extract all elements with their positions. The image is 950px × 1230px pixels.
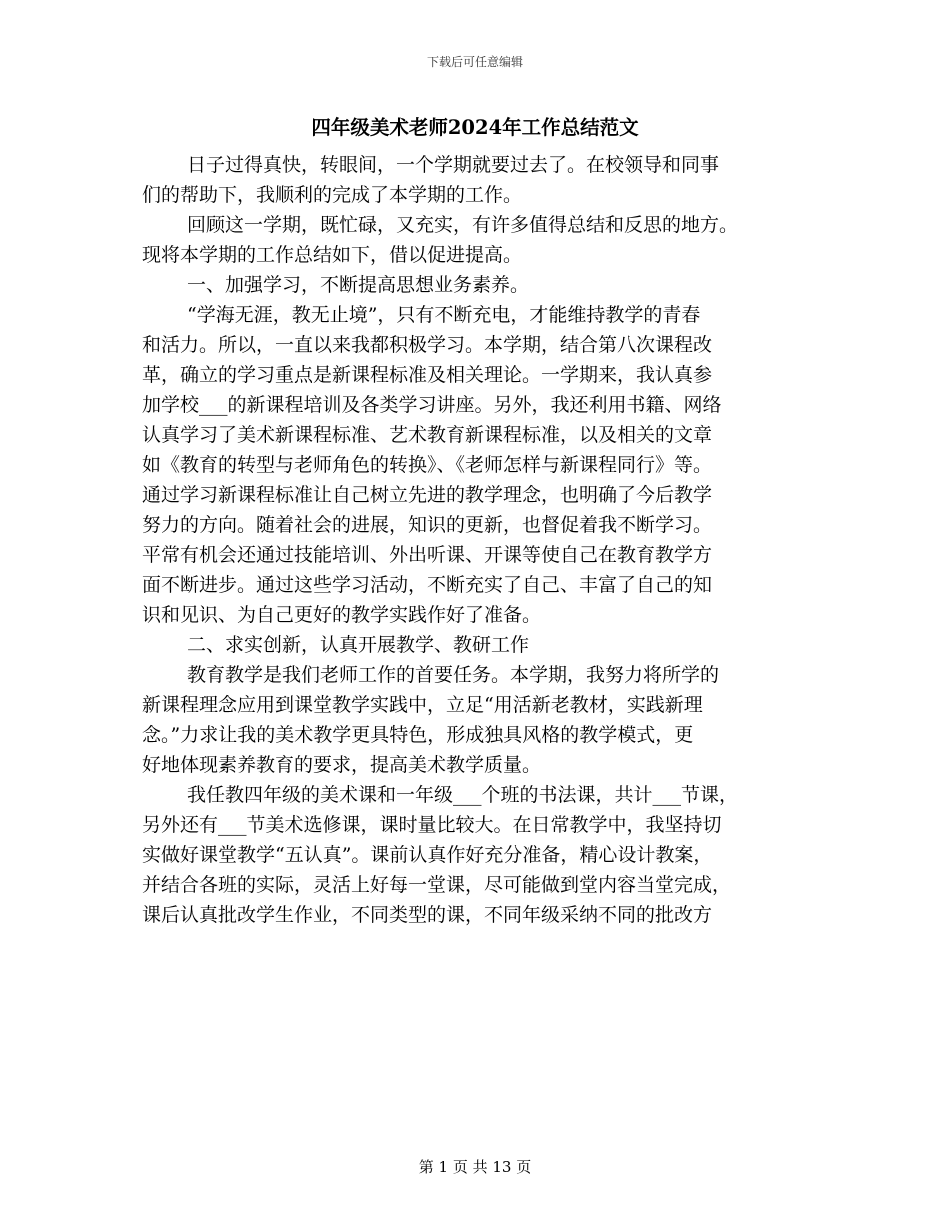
body-line: 们的帮助下，我顺利的完成了本学期的工作。 (142, 184, 523, 206)
body-line: 现将本学期的工作总结如下，借以促进提高。 (142, 244, 523, 266)
body-line: 加学校___的新课程培训及各类学习讲座。另外，我还利用书籍、网络 (142, 394, 722, 416)
body-line: 面不断进步。通过这些学习活动，不断充实了自己、丰富了自己的知 (142, 574, 713, 596)
document-body (142, 150, 807, 930)
body-line: 努力的方向。随着社会的进展，知识的更新，也督促着我不断学习。 (142, 514, 713, 536)
body-line: 另外还有___节美术选修课，课时量比较大。在日常教学中，我坚持切 (142, 814, 722, 836)
body-line: 并结合各班的实际，灵活上好每一堂课，尽可能做到堂内容当堂完成， (142, 874, 732, 896)
body-line: 通过学习新课程标准让自己树立先进的教学理念，也明确了今后教学 (142, 484, 713, 506)
body-line: 识和见识、为自己更好的教学实践作好了准备。 (142, 604, 542, 626)
body-line: 念。”力求让我的美术教学更具特色，形成独具风格的教学模式，更 (142, 724, 694, 746)
body-line: 课后认真批改学生作业，不同类型的课，不同年级采纳不同的批改方 (142, 904, 713, 926)
body-line: 平常有机会还通过技能培训、外出听课、开课等使自己在教育教学方 (142, 544, 713, 566)
body-line: 革，确立的学习重点是新课程标准及相关理论。一学期来，我认真参 (142, 364, 713, 386)
body-line: 好地体现素养教育的要求，提高美术教学质量。 (142, 754, 542, 776)
page-footer: 第 1 页 共 13 页 (418, 1158, 532, 1176)
body-line: 认真学习了美术新课程标准、艺术教育新课程标准，以及相关的文章 (142, 424, 713, 446)
body-line: 新课程理念应用到课堂教学实践中，立足“用活新老教材，实践新理 (142, 694, 703, 716)
header-note: 下载后可任意编辑 (426, 55, 523, 69)
body-line: 一、加强学习，不断提高思想业务素养。 (187, 274, 530, 296)
body-line: 回顾这一学期，既忙碌，又充实，有许多值得总结和反思的地方。 (187, 214, 739, 236)
document-title: 四年级美术老师2024年工作总结范文 (311, 116, 639, 139)
body-line: 我任教四年级的美术课和一年级___个班的书法课，共计___节课， (187, 784, 739, 806)
body-line: 教育教学是我们老师工作的首要任务。本学期，我努力将所学的 (187, 664, 720, 686)
body-line: 二、求实创新，认真开展教学、教研工作 (187, 634, 530, 656)
body-line: 实做好课堂教学“五认真”。课前认真作好充分准备，精心设计教案， (142, 844, 713, 866)
body-line: 如《教育的转型与老师角色的转换》、《老师怎样与新课程同行》等。 (142, 454, 713, 476)
body-line: 和活力。所以，一直以来我都积极学习。本学期，结合第八次课程改 (142, 334, 713, 356)
body-line: 日子过得真快，转眼间，一个学期就要过去了。在校领导和同事 (187, 154, 720, 176)
body-line: “学海无涯，教无止境”，只有不断充电，才能维持教学的青春 (187, 304, 701, 326)
